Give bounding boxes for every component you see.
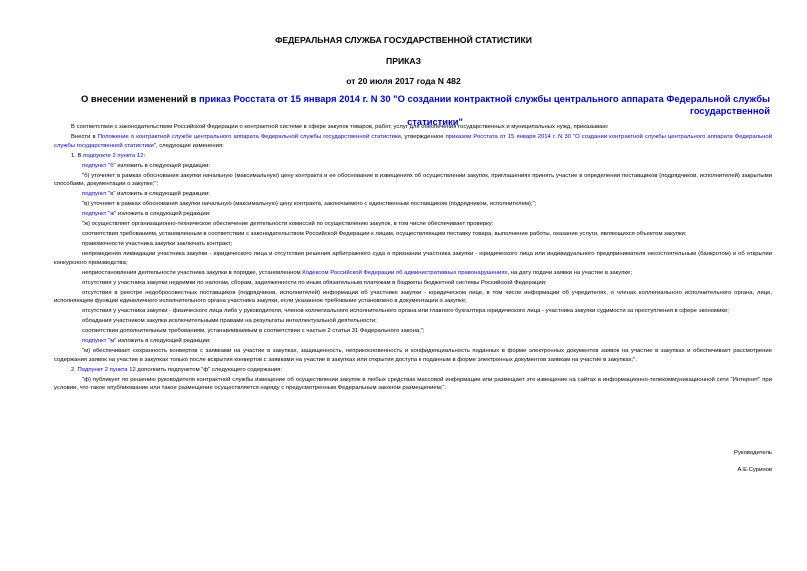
subitem-b-link[interactable]: подпункт "б" [82, 162, 116, 169]
requirement-9: соответствия дополнительным требованиям, устанавливаемым в соответствии с частью 2 статьи 31 Федерального закона;"; [82, 328, 425, 334]
requirement-6: отсутствия в реестре недобросовестных поставщиков (подрядчиков, исполнителей) информации об участнике закупки - юридическом лице, в том числе информации об учредителях, о членах коллегиального исполнительного органа, лице, исполняющем функции единоличного исполнительного органа участника закупки, если указанное требование установлено в документации о закупке; [54, 289, 772, 304]
subitem-zh-text: "ж) осуществляет организационно-техническое обеспечение деятельности комиссий по осуществлению закупок, в том числе обеспечивает проверку: [82, 221, 494, 227]
subitem-m-text: "м) обеспечивает сохранность конвертов с заявками на участие в закупках, защищенность, неприкосновенность и конфиденциальность поданных в форме электронных документов заявок на участие в закупках и обеспечивает рассмотрение содержания заявок на участие в закупках только после вскрытия конвертов с заявками на участие в закупках или открытия доступа к поданным в форме электронных документов заявкам на участие в закупках;". [54, 348, 772, 363]
document-type: ПРИКАЗ [386, 56, 421, 66]
item-1-link[interactable]: подпункте 2 пункта 12 [83, 152, 144, 159]
subitem-m-heading: подпункт "м" изложить в следующей редакции: [82, 338, 211, 344]
signature-name: А.Е.Суринов [737, 467, 772, 473]
subitem-f-text: "ф) публикует по решению руководителя контрактной службы извещение об осуществлении закупок в любых средствах массовой информации или размещает это извещение на сайтах в информационно-телекоммуникационной сети "Интернет" при условии, что такое опубликование или такое размещение осуществляется наряду с предусмотренным Федеральным законом размещением;". [54, 376, 772, 391]
subitem-v-heading: подпункт "в" изложить в следующей редакции: [82, 191, 210, 197]
item-1: 1. В подпункте 2 пункта 12: [71, 152, 146, 159]
admin-code-link[interactable]: Кодексом Российской Федерации об административных правонарушениях [302, 269, 508, 276]
item-2: 2. Подпункт 2 пункта 12 дополнить подпунктом "ф" следующего содержания: [71, 366, 282, 373]
title-order-link-cont[interactable]: статистики" [407, 116, 463, 127]
requirement-4: неприостановления деятельности участника закупки в порядке, установленном Кодексом Российской Федерации об административных правонарушениях, на дату подачи заявки на участие в закупке; [82, 269, 632, 276]
requirement-2: правомочности участника закупки заключать контракт; [82, 241, 233, 247]
amendment-paragraph: Внести в Положение о контрактной службе центрального аппарата Федеральной службы государственной статистики, утвержденное приказом Росстата от 15 января 2014 г. N 30 "О создании контрактной службы центрального аппарата Федеральной службы государственной статистики", следующие изменения: [54, 134, 772, 149]
requirement-5: отсутствия у участника закупки недоимки по налогам, сборам, задолженности по иным обязательным платежам в бюджеты бюджетной системы Российской Федерации; [82, 279, 547, 286]
subitem-b-heading: подпункт "б" изложить в следующей редакции: [82, 162, 210, 169]
subitem-v-text: "в) уточняет в рамках обоснования закупки начальную (максимальную) цену контракта, заключаемого с единственным поставщиком (подрядчиком, исполнителем);"; [82, 201, 537, 207]
requirement-1: соответствия требованиям, установленным в соответствии с законодательством Российской Федерации к лицам, осуществляющим поставку товара, выполнение работы, оказание услуги, являющихся объектом закупки; [82, 231, 687, 237]
regulation-link[interactable]: Положение о контрактной службе центрального аппарата Федеральной службы государственной статистики [97, 134, 401, 140]
subitem-m-link[interactable]: подпункт "м" [82, 338, 117, 344]
document-date: от 20 июля 2017 года N 482 [346, 76, 461, 86]
signature-title: Руководитель [734, 450, 772, 456]
document-body [54, 123, 772, 394]
agency-name: ФЕДЕРАЛЬНАЯ СЛУЖБА ГОСУДАРСТВЕННОЙ СТАТИСТИКИ [275, 35, 532, 45]
subitem-v-link[interactable]: подпункт "в" [82, 191, 116, 197]
requirement-3: непроведения ликвидации участника закупки - юридического лица и отсутствия решения арбитражного суда о признании участника закупки - юридического лица или индивидуального предпринимателя несостоятельным (банкротом) и об открытии конкурсного производства; [54, 251, 772, 266]
subitem-b-text: "б) уточняет в рамках обоснования закупки начальную (максимальную) цену контракта и ее обоснование в извещениях об осуществлении закупок, приглашениях принять участие в определении поставщиков (подрядчиков, исполнителей) закрытыми способами, документации о закупке;"; [54, 172, 772, 187]
title-order-link[interactable]: приказ Росстата от 15 января 2014 г. N 30 "О создании контрактной службы центрального аппарата Федеральной службы государственной [199, 93, 770, 116]
requirement-7: отсутствия у участника закупки - физического лица либо у руководителя, членов коллегиального исполнительного органа или главного бухгалтера юридического лица - участника закупки судимости за преступления в сфере экономики; [82, 308, 729, 314]
title-prefix: О внесении изменений в [81, 93, 200, 104]
order-link[interactable]: приказом Росстата от 15 января 2014 г. N 30 "О создании контрактной службы центрального аппарата Федеральной службы государственной статистики" [54, 134, 772, 149]
requirement-8: обладания участником закупки исключительными правами на результаты интеллектуальной деятельности; [82, 318, 377, 324]
item-2-link[interactable]: 2. Подпункт 2 пункта 12 [71, 366, 136, 373]
subitem-zh-heading: подпункт "ж" изложить в следующей редакции: [82, 211, 211, 217]
subitem-zh-link[interactable]: подпункт "ж" [82, 211, 117, 217]
intro-paragraph: В соответствии с законодательством Российской Федерации о контрактной системе в сфере закупок товаров, работ, услуг для обеспечения государственных и муниципальных нужд, приказываю: [71, 124, 609, 130]
